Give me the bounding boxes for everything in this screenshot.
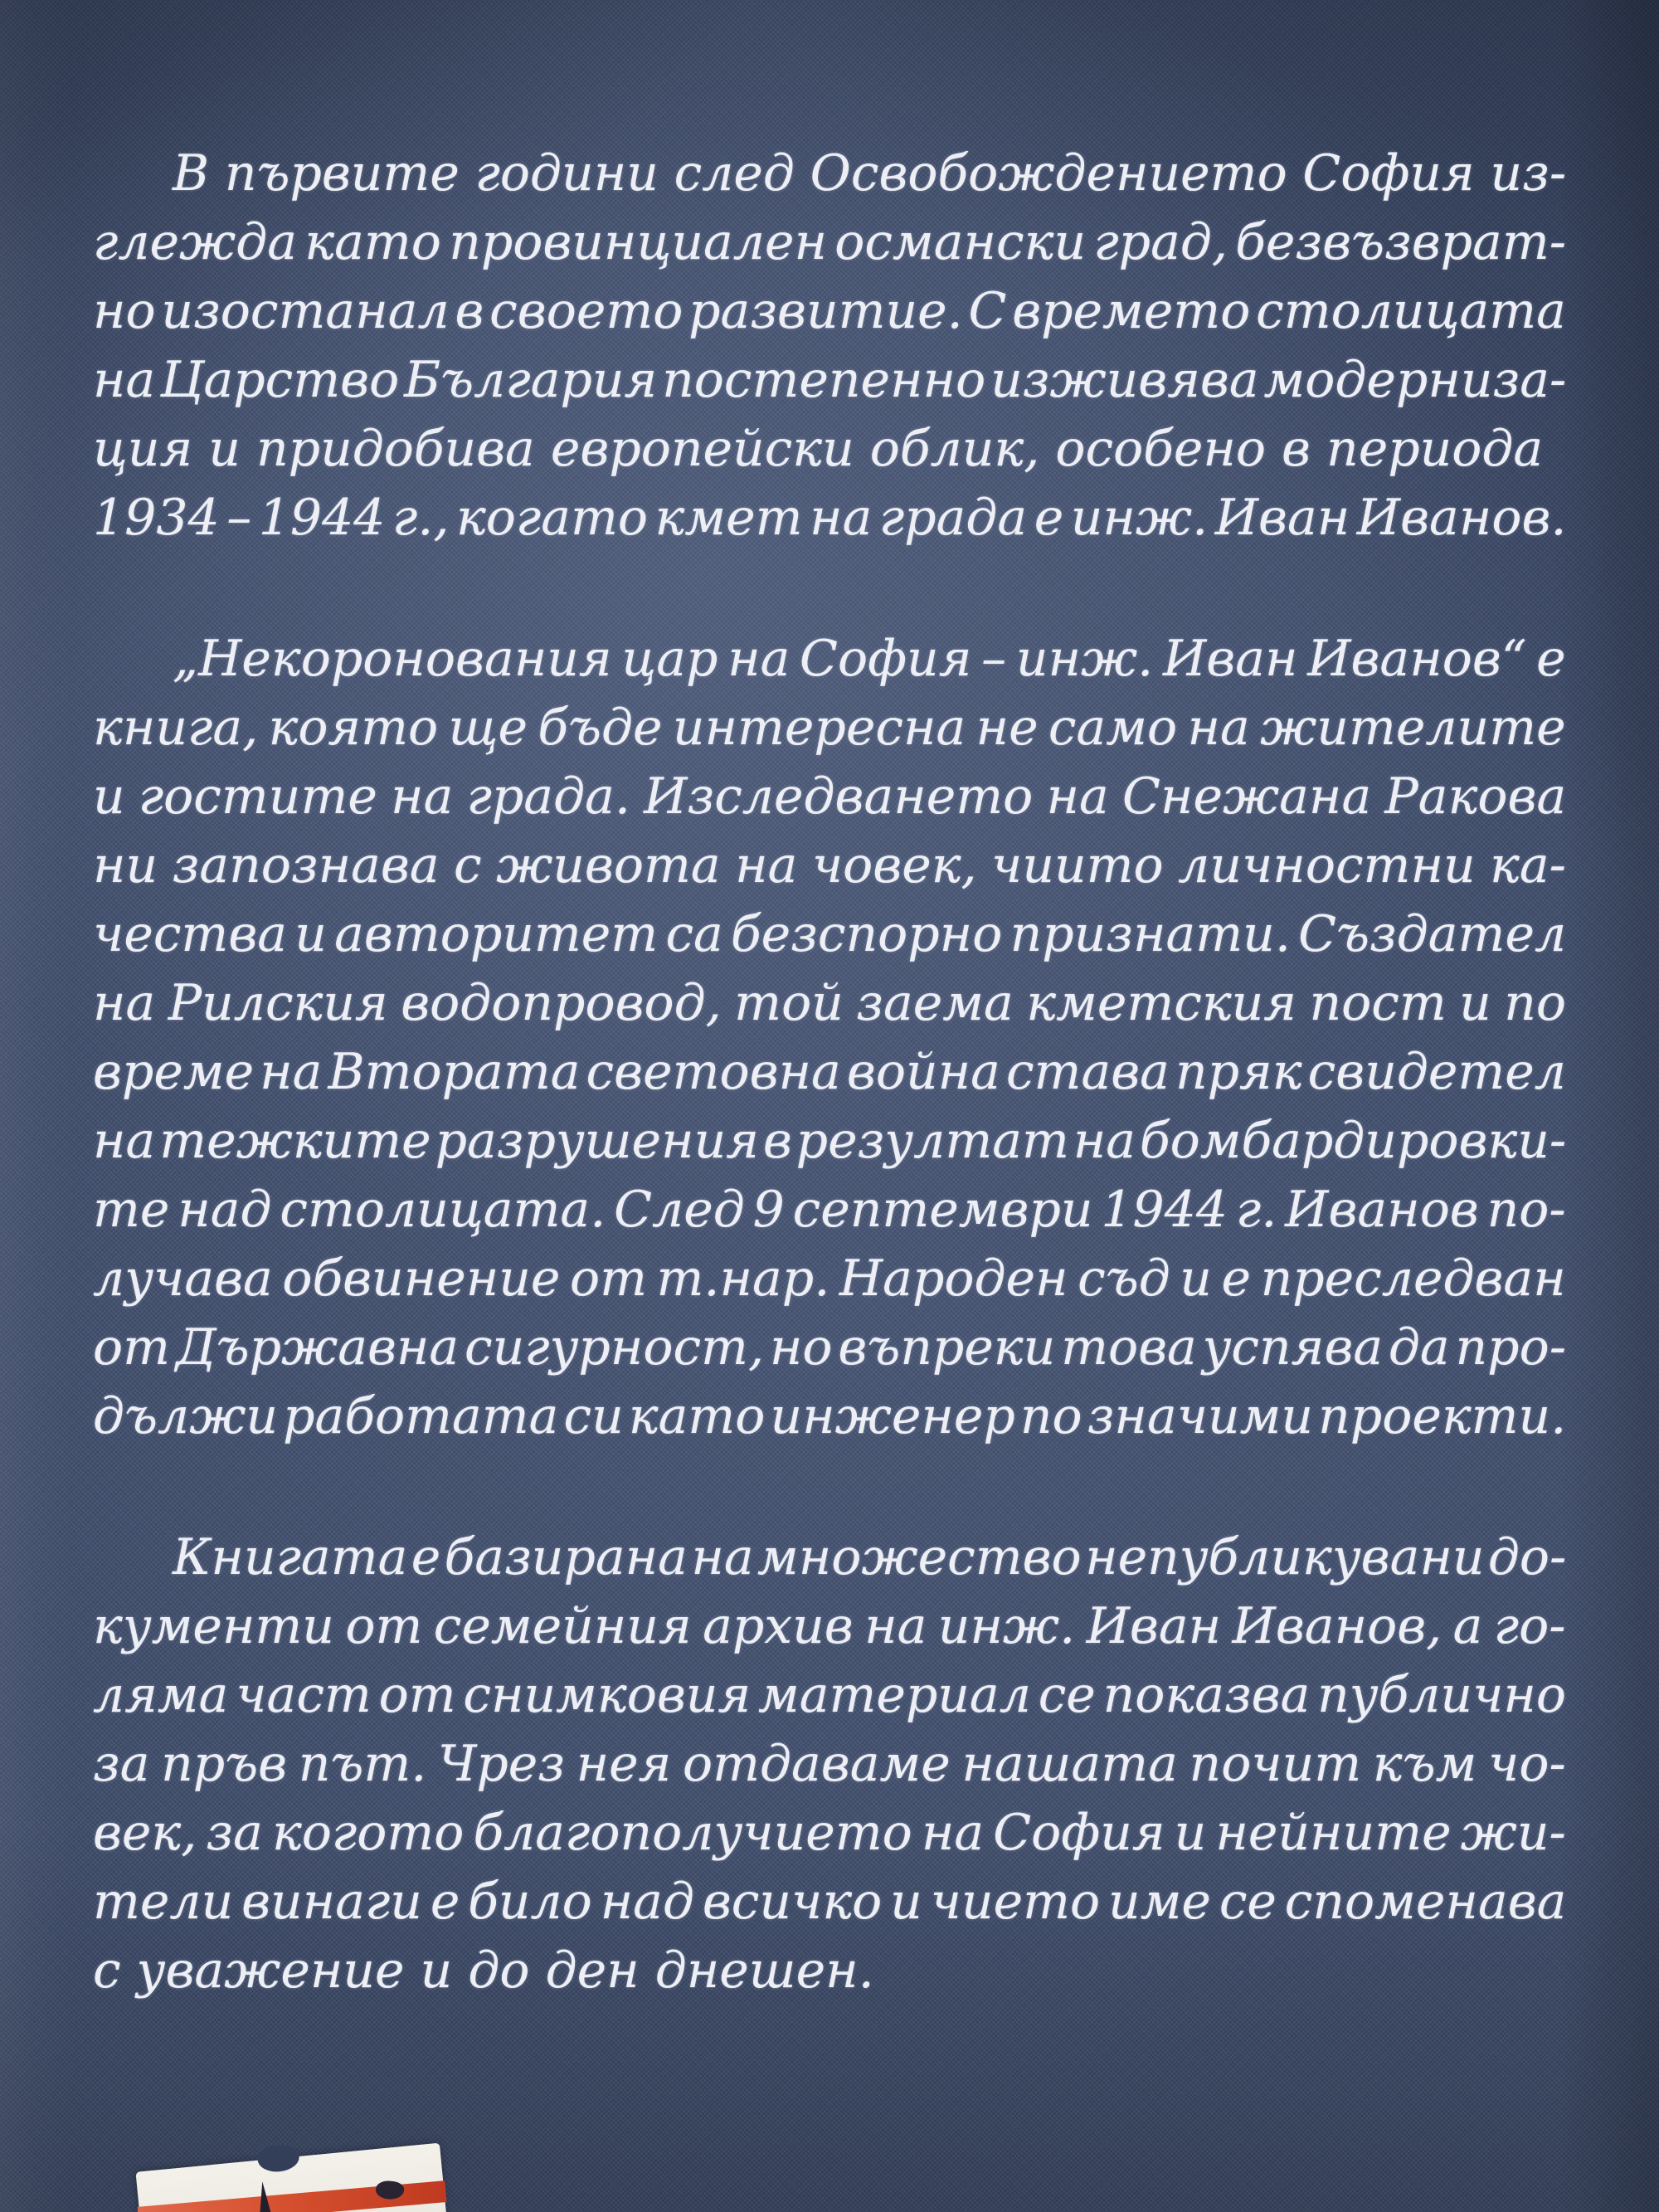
blurb-line: глежда като провинциален османски град, безвъзврат-	[93, 213, 1566, 271]
blurb-line: чества и авторитет са безспорно признати. Създател	[93, 905, 1567, 963]
back-cover-blurb	[93, 139, 1566, 2005]
blurb-line: ни запознава с живота на човек, чиито личностни ка-	[93, 836, 1566, 894]
blurb-line: 1934 – 1944 г., когато кмет на града е инж. Иван Иванов.	[93, 489, 1567, 547]
blurb-paragraph-1	[93, 139, 1566, 553]
blurb-line: те над столицата. След 9 септември 1944 г. Иванов по-	[93, 1181, 1566, 1239]
blurb-line: Книгата е базирана на множество непубликувани до-	[173, 1528, 1567, 1586]
price-sticker-ink-mark	[255, 2180, 274, 2212]
blurb-line: ляма част от снимковия материал се показва публично	[93, 1666, 1567, 1724]
blurb-line: „Некоронования цар на София – инж. Иван Иванов“ е	[173, 630, 1566, 688]
blurb-line: ция и придобива европейски облик, особено в периода	[93, 420, 1544, 478]
blurb-line: тели винаги е било над всичко и чието име се споменава	[93, 1873, 1567, 1931]
blurb-line: и гостите на града. Изследването на Снежана Ракова	[93, 767, 1567, 826]
blurb-line: на тежките разрушения в резултат на бомбардировки-	[93, 1112, 1567, 1170]
blurb-line: с уважение и до ден днешен.	[93, 1942, 874, 2000]
blurb-paragraph-2	[93, 625, 1566, 1451]
blurb-line: дължи работата си като инженер по значими проекти.	[93, 1387, 1567, 1445]
blurb-paragraph-3	[93, 1523, 1566, 2005]
blurb-line: но изостанал в своето развитие. С времето столицата	[93, 282, 1566, 340]
blurb-line: време на Втората световна война става пряк свидетел	[93, 1043, 1566, 1101]
blurb-line: лучава обвинение от т.нар. Народен съд и е преследван	[93, 1250, 1566, 1308]
price-sticker	[135, 2143, 448, 2212]
blurb-line: от Държавна сигурност, но въпреки това успява да про-	[93, 1318, 1566, 1376]
blurb-line: на Царство България постепенно изживява модерниза-	[93, 351, 1567, 409]
blurb-line: на Рилския водопровод, той заема кметския пост и по	[93, 974, 1567, 1032]
blurb-line: за пръв път. Чрез нея отдаваме нашата почит към чо-	[93, 1735, 1566, 1793]
blurb-line: книга, която ще бъде интересна не само на жителите	[93, 699, 1566, 757]
blurb-line: век, за когото благополучието на София и нейните жи-	[93, 1804, 1566, 1862]
blurb-line: кументи от семейния архив на инж. Иван Иванов, а го-	[93, 1597, 1566, 1655]
blurb-line: В първите години след Освобождението София из-	[173, 144, 1567, 202]
price-sticker-notch	[256, 2143, 300, 2174]
